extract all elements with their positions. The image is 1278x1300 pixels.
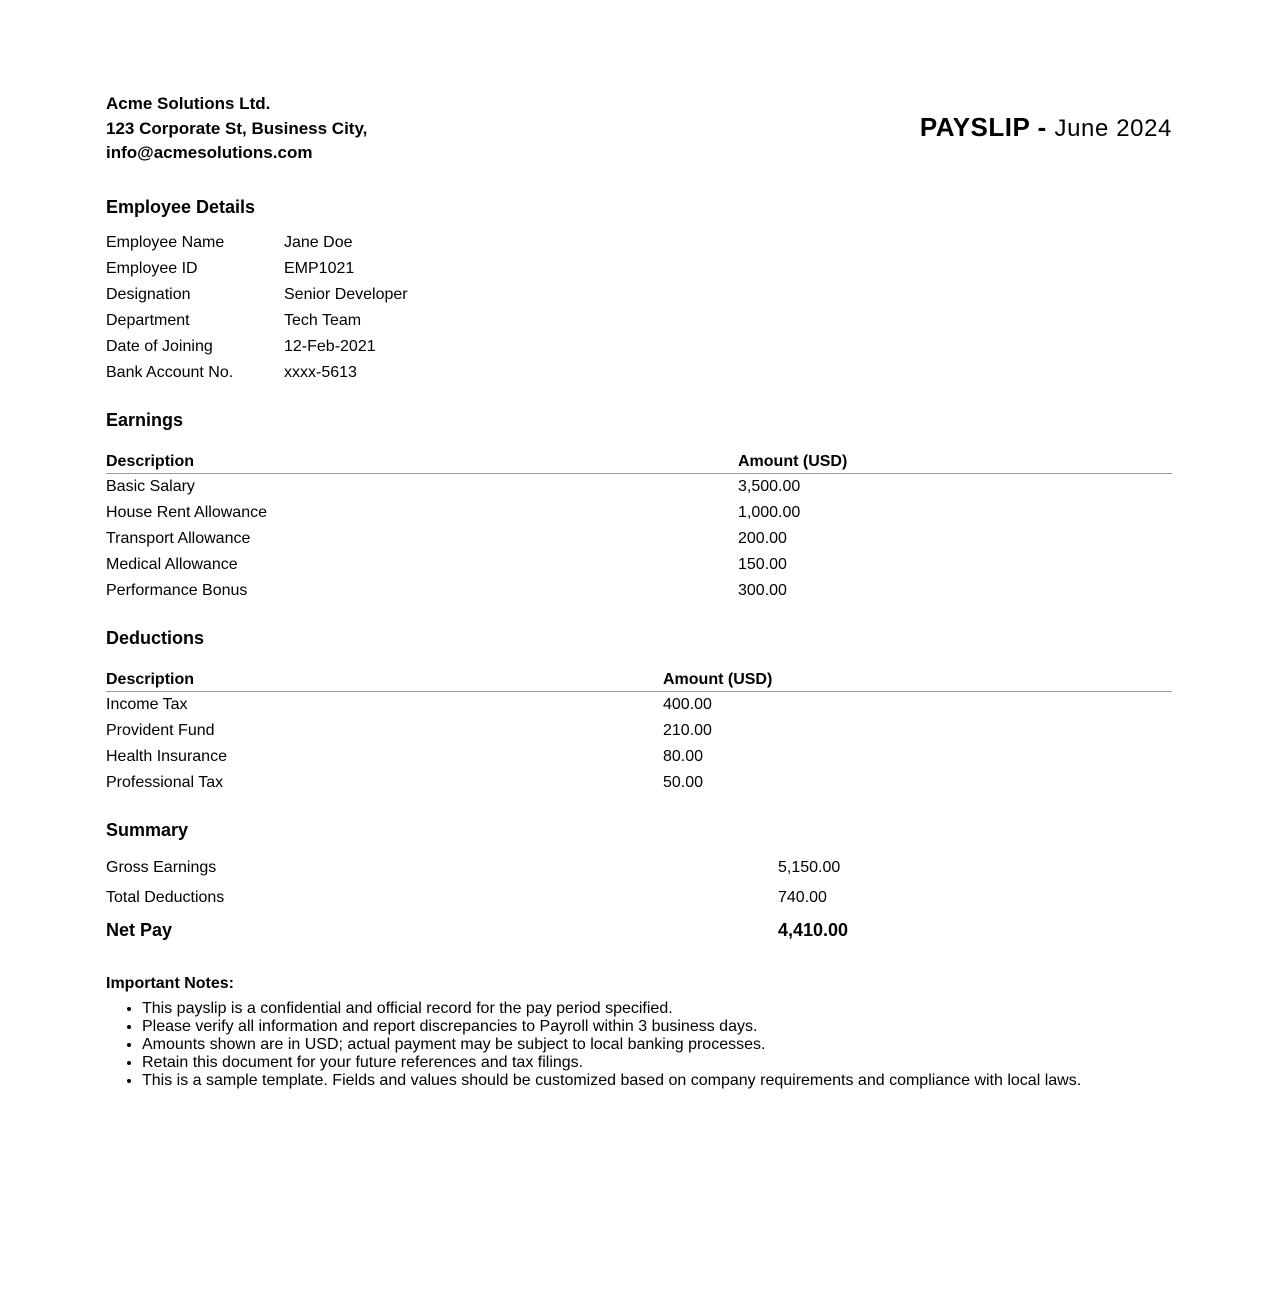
earning-amount: 300.00: [738, 582, 787, 599]
deduction-amount: 50.00: [663, 774, 704, 791]
employee-label: Bank Account No.: [106, 364, 234, 381]
company-info: [106, 92, 367, 166]
table-row: [106, 718, 1172, 744]
deductions-col-description: Description: [106, 667, 663, 692]
deduction-amount: 210.00: [663, 722, 712, 739]
earnings-header-row: [106, 449, 1172, 474]
employee-value: xxxx-5613: [284, 364, 357, 381]
company-email: info@acmesolutions.com: [106, 143, 313, 162]
deduction-description: Income Tax: [106, 696, 188, 713]
table-row: [106, 770, 1172, 796]
net-pay-value: 4,410.00: [778, 919, 849, 940]
employee-row: [106, 232, 408, 258]
total-deductions-label: Total Deductions: [106, 889, 225, 906]
deduction-description: Provident Fund: [106, 722, 215, 739]
employee-row: [106, 362, 408, 388]
net-pay-label: Net Pay: [106, 919, 173, 940]
employee-details: [106, 232, 408, 388]
employee-value: Tech Team: [284, 312, 362, 329]
deduction-amount: 400.00: [663, 696, 712, 713]
earning-description: House Rent Allowance: [106, 504, 267, 521]
earnings-heading: Earnings: [106, 410, 184, 430]
notes-heading: Important Notes:: [106, 975, 234, 992]
list-item: • This is a sample template. Fields and values should be customized based on company requirements and compliance with local laws.: [142, 1072, 1081, 1090]
gross-earnings-value: 5,150.00: [778, 859, 841, 876]
earning-amount: 3,500.00: [738, 478, 801, 495]
employee-label: Employee Name: [106, 234, 225, 251]
summary-heading: Summary: [106, 820, 189, 840]
document-title: [920, 112, 1172, 143]
earning-description: Medical Allowance: [106, 556, 238, 573]
employee-value: 12-Feb-2021: [284, 338, 376, 355]
company-address: 123 Corporate St, Business City,: [106, 118, 368, 138]
table-row: [106, 526, 1172, 552]
table-row: [106, 552, 1172, 578]
title-main: PAYSLIP -: [919, 112, 1047, 142]
earnings-col-description: Description: [106, 449, 738, 474]
summary-net-row: [106, 913, 1172, 947]
deduction-amount: 80.00: [663, 748, 704, 765]
employee-row: [106, 258, 408, 284]
total-deductions-value: 740.00: [778, 889, 827, 906]
employee-label: Employee ID: [106, 260, 198, 277]
earnings-table: [106, 449, 1172, 604]
list-item: • Retain this document for your future references and tax filings.: [142, 1054, 1081, 1072]
employee-label: Department: [106, 312, 190, 329]
employee-row: [106, 310, 408, 336]
employee-row: [106, 284, 408, 310]
list-item: • Please verify all information and report discrepancies to Payroll within 3 business days.: [142, 1018, 1081, 1036]
deductions-heading: Deductions: [106, 628, 205, 648]
employee-details-heading: Employee Details: [106, 197, 256, 217]
deduction-description: Health Insurance: [106, 748, 227, 765]
earning-description: Performance Bonus: [106, 582, 248, 599]
employee-value: Jane Doe: [284, 234, 353, 251]
employee-value: EMP1021: [284, 260, 355, 277]
earning-amount: 150.00: [738, 556, 787, 573]
notes-list: [106, 1000, 1081, 1090]
table-row: [106, 744, 1172, 770]
deductions-table: [106, 667, 1172, 796]
earning-amount: 200.00: [738, 530, 787, 547]
table-row: [106, 500, 1172, 526]
deduction-description: Professional Tax: [106, 774, 224, 791]
summary-gross-row: [106, 853, 1172, 883]
table-row: [106, 474, 1172, 501]
employee-row: [106, 336, 408, 362]
employee-label: Date of Joining: [106, 338, 213, 355]
company-name: Acme Solutions Ltd.: [106, 94, 271, 113]
earnings-col-amount: Amount (USD): [738, 449, 1172, 474]
summary-table: [106, 853, 1172, 947]
list-item: • Amounts shown are in USD; actual payment may be subject to local banking processes.: [142, 1036, 1081, 1054]
gross-earnings-label: Gross Earnings: [106, 859, 217, 876]
employee-value: Senior Developer: [284, 286, 408, 303]
deductions-col-amount: Amount (USD): [663, 667, 1172, 692]
list-item: • This payslip is a confidential and official record for the pay period specified.: [142, 1000, 1081, 1018]
title-period: June 2024: [1054, 115, 1172, 142]
summary-deductions-row: [106, 883, 1172, 913]
earning-amount: 1,000.00: [738, 504, 801, 521]
earning-description: Transport Allowance: [106, 530, 251, 547]
employee-label: Designation: [106, 286, 191, 303]
table-row: [106, 692, 1172, 719]
deductions-header-row: [106, 667, 1172, 692]
table-row: [106, 578, 1172, 604]
earning-description: Basic Salary: [106, 478, 195, 495]
